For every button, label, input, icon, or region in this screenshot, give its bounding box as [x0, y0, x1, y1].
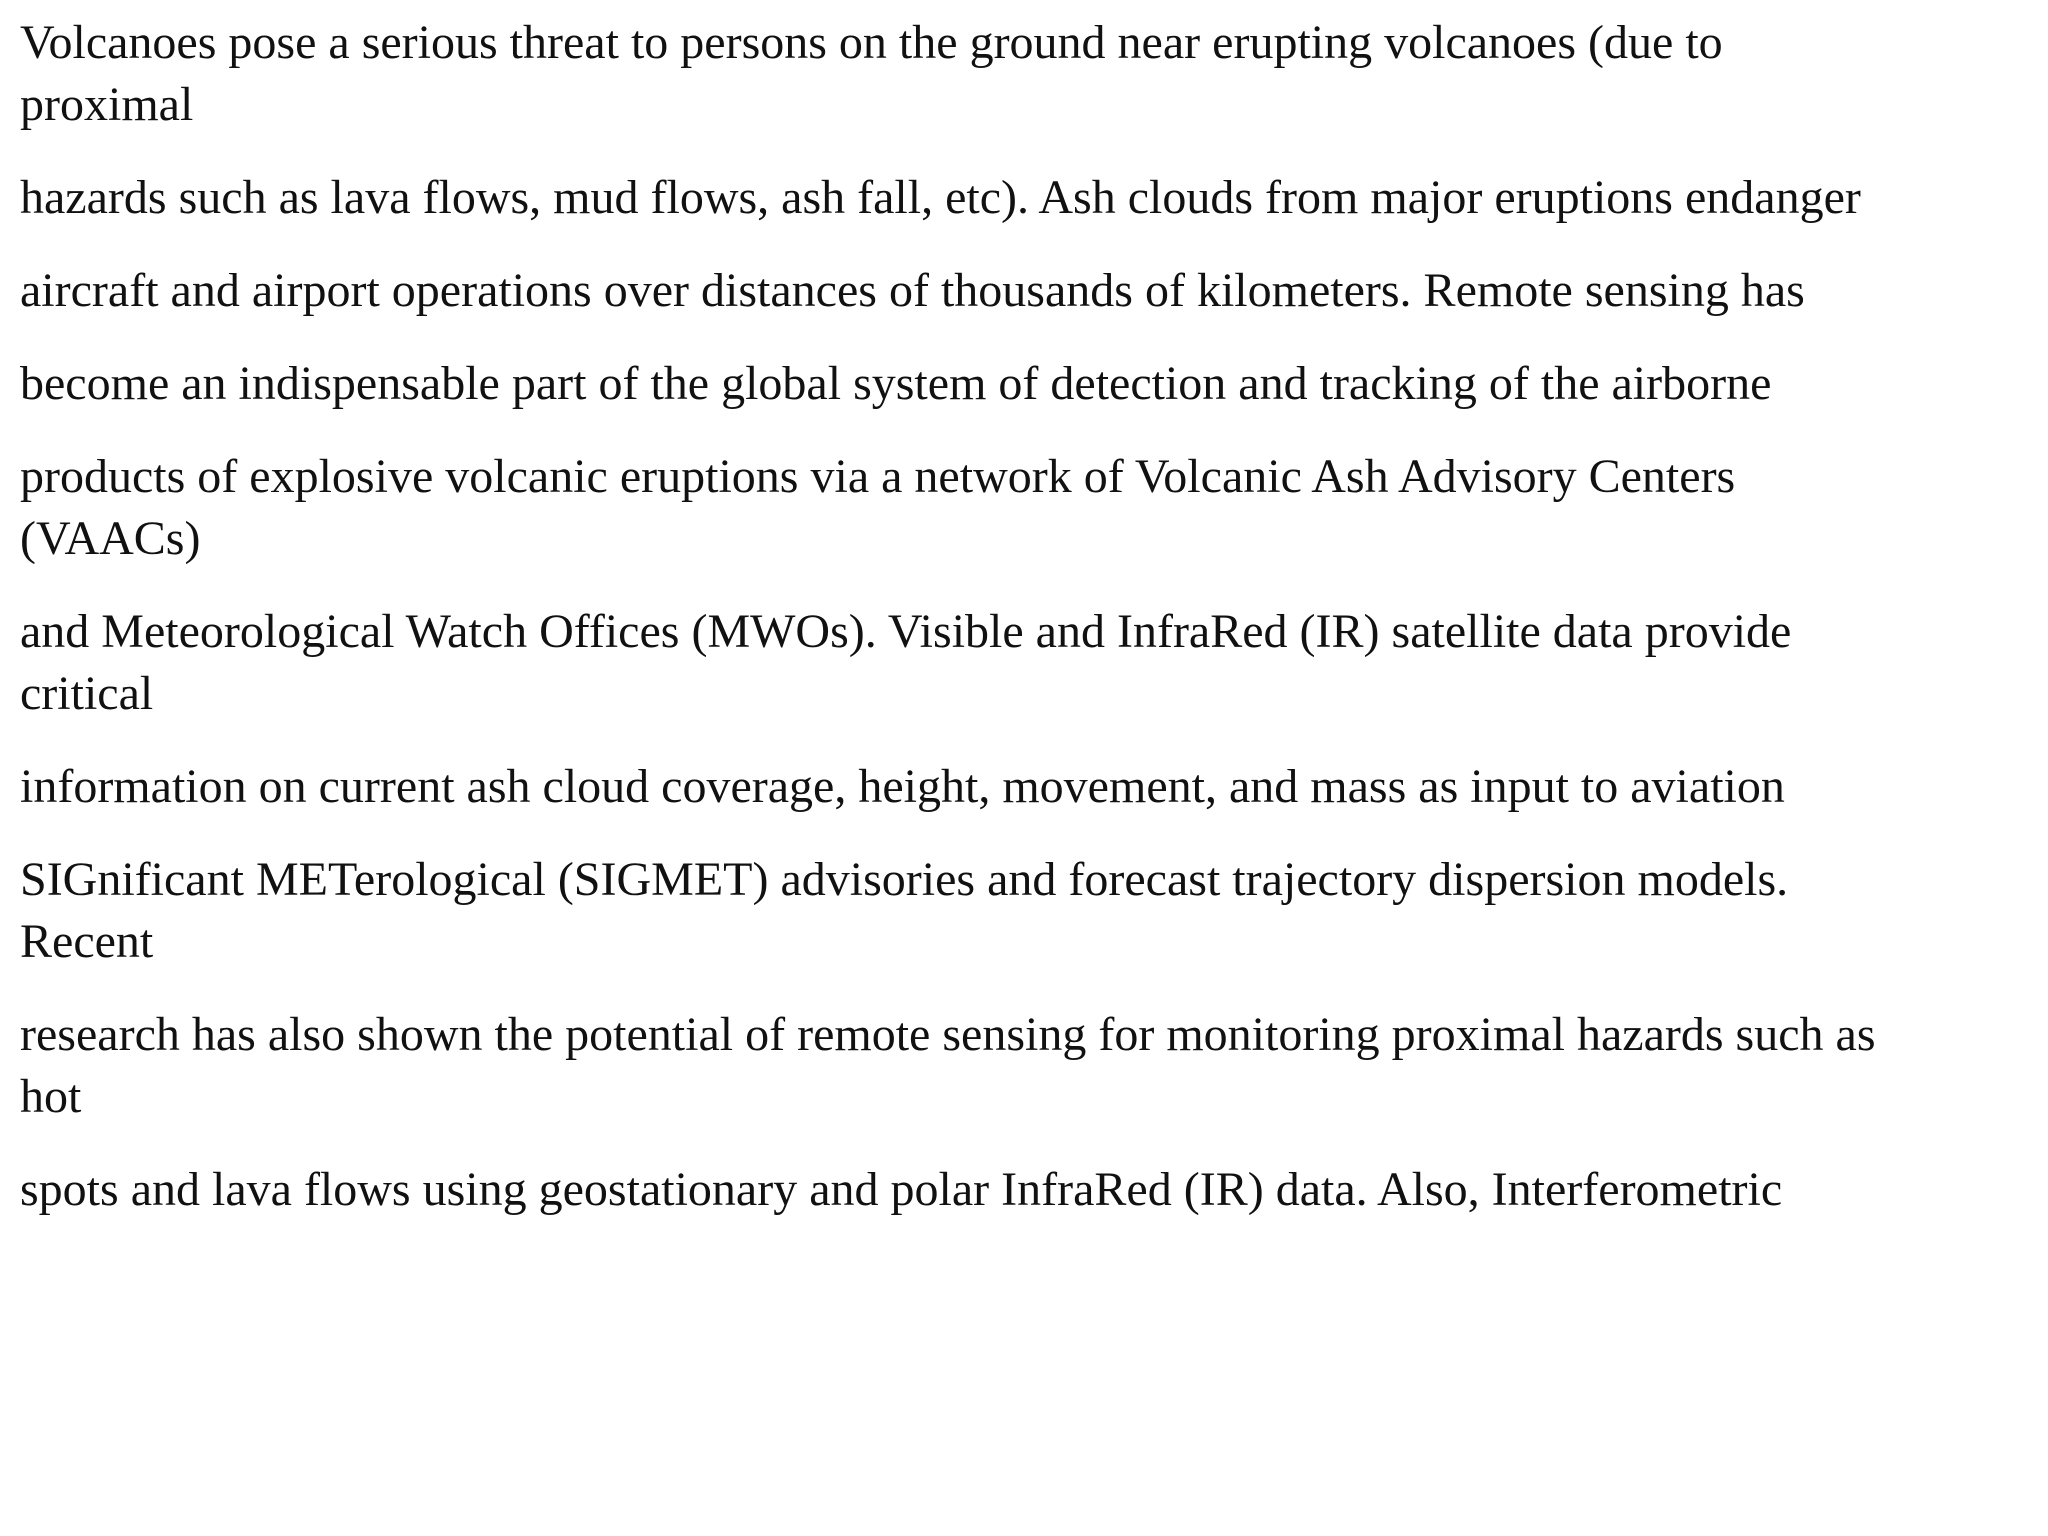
- text-line: become an indispensable part of the global system of detection and tracking of the airborne: [20, 357, 1772, 410]
- text-line: hazards such as lava flows, mud flows, ash fall, etc). Ash clouds from major eruptions endanger: [20, 171, 1861, 224]
- paragraph-9: [20, 1004, 2030, 1128]
- text-line: and Meteorological Watch Offices (MWOs). Visible and InfraRed (IR) satellite data provide: [20, 605, 1792, 658]
- text-line: SIGnificant METerological (SIGMET) advisories and forecast trajectory dispersion models.: [20, 853, 1789, 906]
- document-body: [20, 12, 2030, 1252]
- paragraph-4: [20, 353, 2030, 415]
- text-line: products of explosive volcanic eruptions via a network of Volcanic Ash Advisory Centers: [20, 450, 1736, 503]
- text-line: Recent: [20, 915, 154, 968]
- text-line: (VAACs): [20, 512, 201, 565]
- text-line: research has also shown the potential of remote sensing for monitoring proximal hazards such as: [20, 1008, 1876, 1061]
- text-line: aircraft and airport operations over distances of thousands of kilometers. Remote sensing has: [20, 264, 1805, 317]
- paragraph-2: [20, 167, 2030, 229]
- text-line: critical: [20, 667, 154, 720]
- paragraph-10: [20, 1159, 2030, 1221]
- paragraph-5: [20, 446, 2030, 570]
- text-line: Volcanoes pose a serious threat to persons on the ground near erupting volcanoes (due to: [20, 16, 1723, 69]
- paragraph-7: [20, 756, 2030, 818]
- paragraph-6: [20, 601, 2030, 725]
- paragraph-1: [20, 12, 2030, 136]
- text-line: hot: [20, 1070, 82, 1123]
- text-line: proximal: [20, 78, 194, 131]
- text-line: spots and lava flows using geostationary and polar InfraRed (IR) data. Also, Interferometric: [20, 1163, 1783, 1216]
- paragraph-8: [20, 849, 2030, 973]
- paragraph-3: [20, 260, 2030, 322]
- text-line: information on current ash cloud coverage, height, movement, and mass as input to aviation: [20, 760, 1785, 813]
